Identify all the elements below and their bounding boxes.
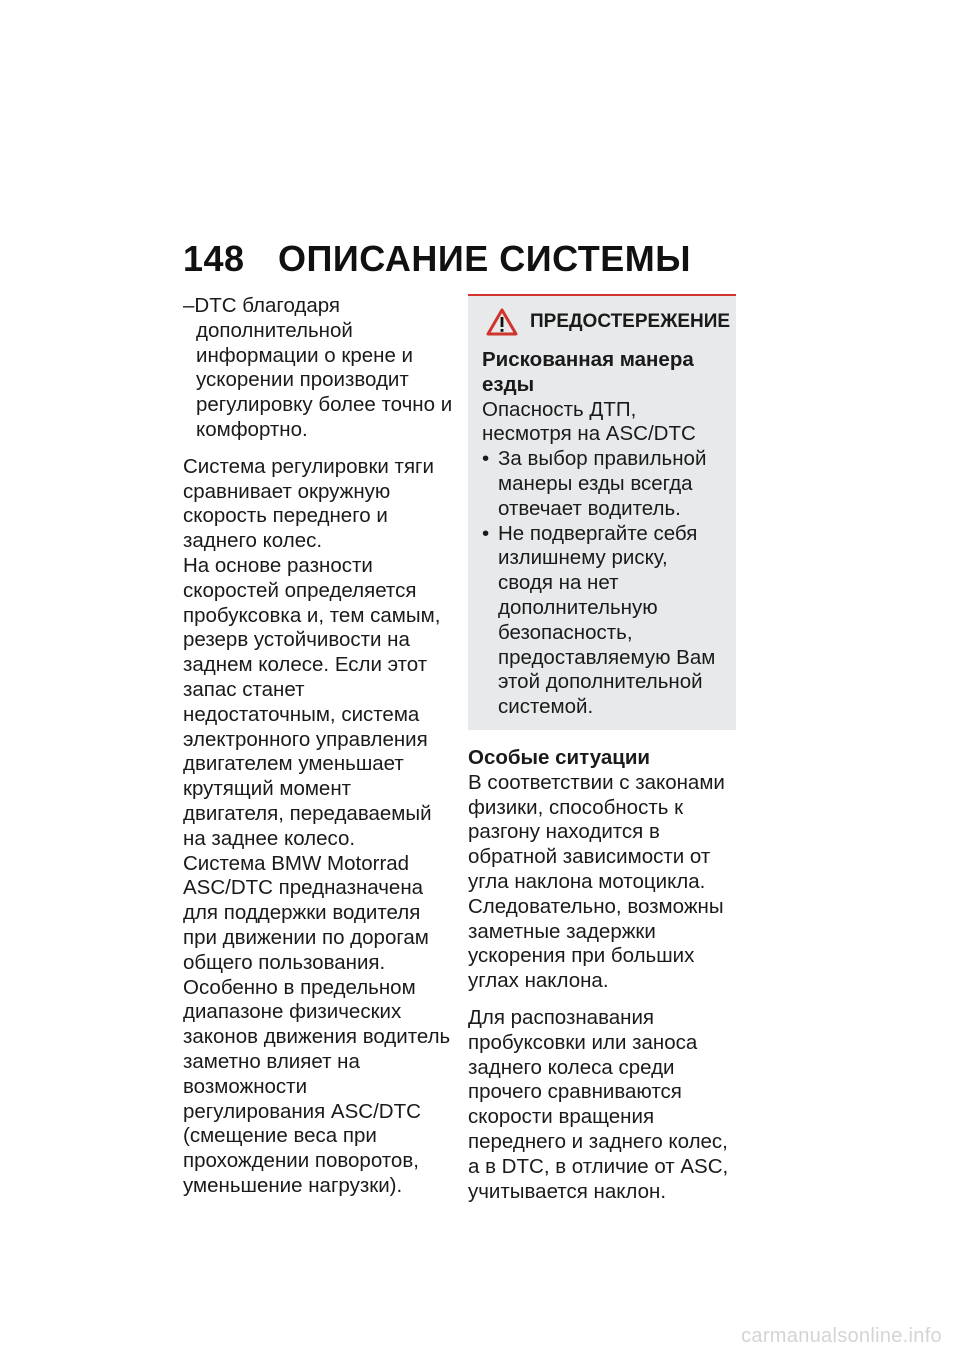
paragraph-traction: Система регулировки тяги сравнивает окружную скорость переднего и заднего колес. [183,454,434,553]
page-title: ОПИСАНИЕ СИСТЕМЫ [278,238,691,279]
warning-text: Опасность ДТП, несмотря на ASC/DTC [482,397,696,446]
paragraph-slip: На основе разности скоростей определяется пробуксовка и, тем самым, резерв устойчивости на заднем колесе. Если этот запас станет недостаточным, система электронного управления двигателем уменьшает крутящий момент двигателя, передаваемый на заднее колесо. [183,553,441,850]
warning-bullet: • Не подвергайте себя излишнему риску, сводя на нет дополнительную безопасность, предоставляемую Вам этой дополнительной системой. [482,522,724,720]
warning-list [482,447,724,720]
right-column [468,294,736,1204]
section-title: Особые ситуации [468,745,651,769]
warning-label: ПРЕДОСТЕРЕЖЕНИЕ [530,310,731,332]
warning-heading: Рискованная манера езды [482,348,694,396]
warning-title [482,308,731,336]
paragraph-support: Система BMW Motorrad ASC/DTC предназначена для поддержки водителя при движении по дорогам общего пользования. Особенно в предельном диапазоне физических законов движения водитель заметно влияет на возможности регулирования ASC/DTC (смещение веса при прохождении поворотов, уменьшение нагрузки). [183,851,451,1197]
left-column [183,294,453,1199]
warning-triangle-icon [486,308,518,336]
warning-box [468,294,736,730]
page-header [183,238,691,280]
watermark: carmanualsonline.info [741,1325,942,1347]
paragraph-physics: В соответствии с законами физики, способность к разгону находится в обратной зависимости от угла наклона мотоцикла. Следовательно, возможны заметные задержки ускорения при больших углах наклона. [468,770,725,993]
warning-bullet: • За выбор правильной манеры езды всегда отвечает водитель. [482,447,724,521]
page-number: 148 [183,238,245,279]
dash-list-item: –DTC благодаря дополнительной информации о крене и ускорении производит регулировку более точно и комфортно. [183,294,453,441]
paragraph-detection: Для распознавания пробуксовки или заноса заднего колеса среди прочего сравниваются скорости вращения переднего и заднего колес, а в DTC, в отличие от ASC, учитывается наклон. [468,1005,729,1203]
